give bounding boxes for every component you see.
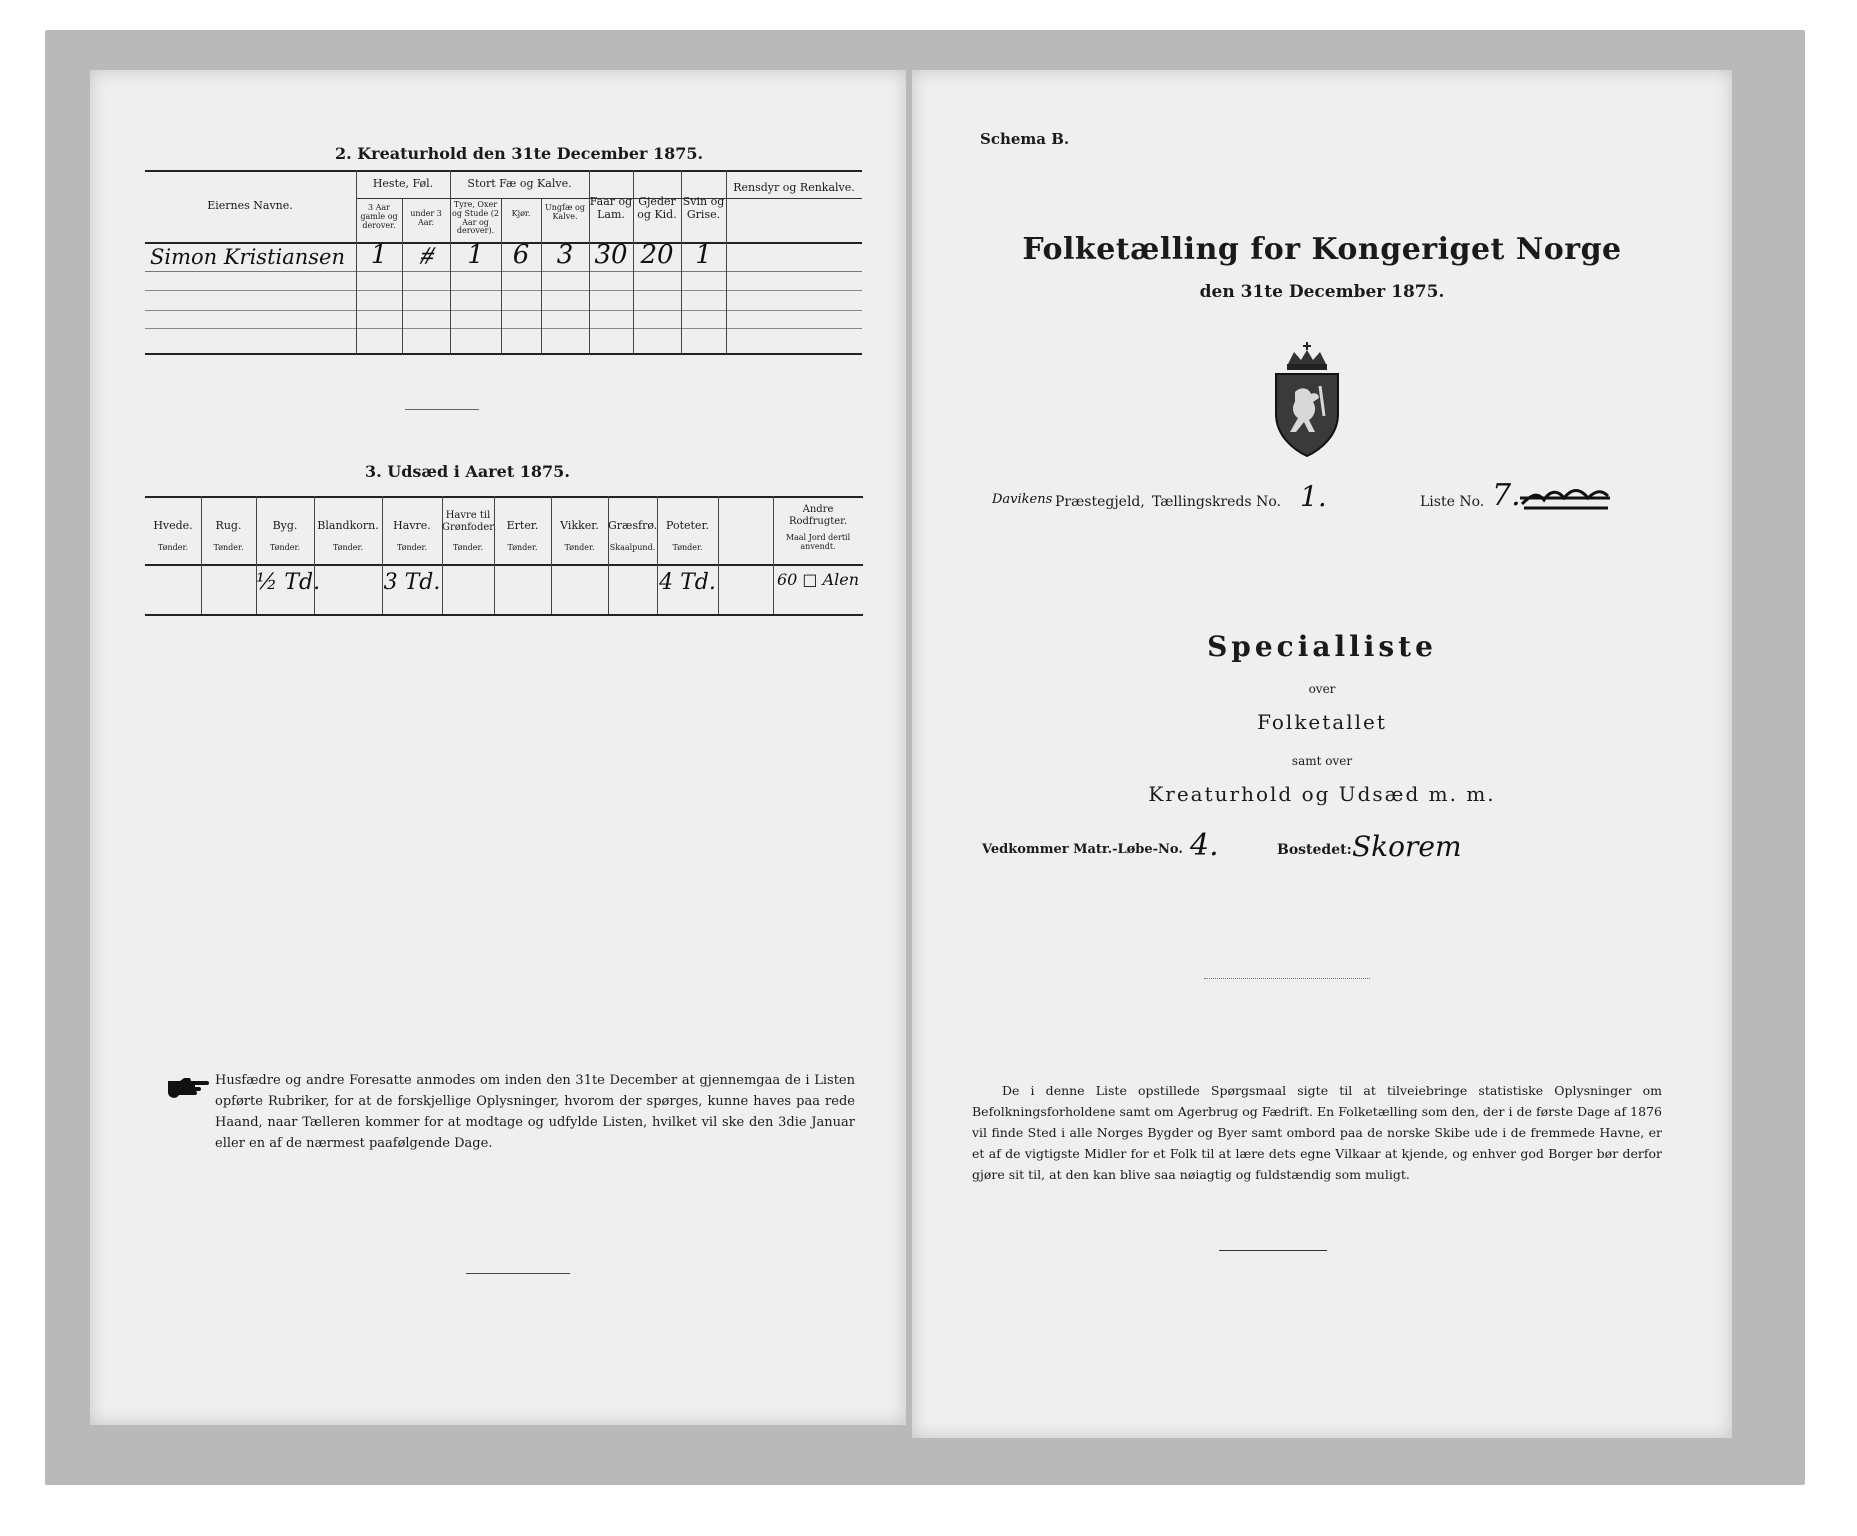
divider [1204,978,1370,979]
col-stort-fae: Stort Fæ og Kalve. [467,177,572,190]
col-heste-under3: under 3 Aar. [410,209,442,227]
col-rug: Rug. [215,519,242,532]
samt-over-text: samt over [1291,754,1353,768]
col-kjor: Kjør. [511,209,531,218]
divider [405,409,479,410]
liste-label: Liste No. [1420,494,1485,510]
right-page [912,70,1732,1438]
col-rensdyr: Rensdyr og Renkalve. [733,181,855,194]
notice-text: De i denne Liste opstillede Spørgsmaal sigte til at tilveiebringe statistiske Oplysninger om Befolkningsforholdene samt om Agerbrug og Fædrift. En Folketælling som den, der i de første Dage af 1876 vil finde Sted i alle Norges Bygder og Byer samt ombord paa de norske Skibe ude i de fremmede Havne, er et af de vigtigste Midler for et Folk til at lære dets egne Vilkaar at kjende, og enhver god Borger bør derfor gjøre sit til, at den kan blive saa nøiagtig og fuldstændig som muligt. [972,1083,1662,1182]
col-andre-rodfrugter: Andre Rodfrugter. [788,504,848,527]
col-byg: Byg. [272,519,298,532]
col-hvede: Hvede. [153,519,193,532]
col-svin: Svin og Grise. [682,195,725,221]
section3-title: 3. Udsæd i Aaret 1875. [365,462,570,481]
coat-of-arms-icon [1268,340,1346,460]
schema-label: Schema B. [980,130,1070,148]
special-list-title: Specialliste [1207,630,1437,663]
col-havre: Havre. [393,519,431,532]
col-gjeder: Gjeder og Kid. [637,195,677,221]
pointing-hand-icon [166,1076,210,1098]
liste-value: 7. [1492,478,1521,513]
over-text: over [1308,682,1336,696]
col-eiernes-navne: Eiernes Navne. [207,199,293,212]
col-heste: Heste, Føl. [372,177,434,190]
crossed-out-number-icon [1518,484,1614,516]
bosted-label: Bostedet: [1277,842,1352,858]
col-vikker: Vikker. [560,519,599,532]
col-tyre: Tyre, Oxer og Stude (2 Aar og derover). [452,200,499,236]
kreaturhold-text: Kreaturhold og Udsæd m. m. [1148,782,1496,806]
col-erter: Erter. [506,519,539,532]
page-subtitle: den 31te December 1875. [1199,282,1445,302]
col-ungfae: Ungfæ og Kalve. [545,203,585,221]
col-havre-gronfoder: Havre til Grønfoder. [442,510,497,533]
kreds-label: Tællingskreds No. [1152,494,1281,510]
page-title: Folketælling for Kongeriget Norge [1022,232,1622,267]
divider [1219,1250,1327,1251]
col-poteter: Poteter. [666,519,709,532]
owner-name: Simon Kristiansen [150,245,346,269]
kreds-value: 1. [1300,480,1327,513]
instruction-note: Husfædre og andre Foresatte anmodes om inden den 31te December at gjennemgaa de i Listen opførte Rubriker, for at de forskjellige Oplysninger, hvorom der spørges, kunne haves paa rede Haand, naar Tælleren kommer for at modtage og udfylde Listen, hvilket vil ske den 3die Januar eller en af de nærmest paafølgende Dage. [215,1073,855,1151]
left-page: 2. Kreaturhold den 31te December 1875. Eiernes Navne. Heste, Føl. 3 Aar gamle og derover. under 3 Aar. Stort Fæ og Kalve. Tyre, Oxer og Stude (2 Aar og derover). Kjør. Ungfæ og Kalve. Faar og Lam. Gjeder og Kid. Svin og Grise. Rensdyr og Renkalve. Simon Kristiansen 1 ⧣ 1 6 3 30 20 1 3. Udsæd i Aaret 1875. Hvede. Tønder. Rug. Tønder. Byg. Tønder. Blandkorn. Tønder. Havre. Tønder. Havre til Grønfoder. Tønder. Erter. Tønder. Vikker. Tønder. Græsfrø. Skaalpund. Poteter. Tønder. Andre Rodfrugter. Maal Jord dertil anvendt. ½ Td. 3 Td. 4 Td. 60 □ Alen Husfædre og andre Foresatte anmodes om inden den 31te December at gjennemgaa de i Listen opførte Rubriker, for at de forskjellige Oplysninger, hvorom der spørges, kunne haves paa rede Haand, naar Tælleren kommer for at modtage og udfylde Listen, hvilket vil ske den 3die Januar eller en af de nærmest paafølgende Dage. [90,70,906,1425]
matr-value: 4. [1190,828,1219,863]
prestegjeld-value: Davikens [992,492,1053,507]
col-faar: Faar og Lam. [589,195,633,221]
col-heste-3aar: 3 Aar gamle og derover. [360,203,398,230]
prestegjeld-label: Præstegjeld, [1055,494,1145,510]
folketallet-text: Folketallet [1257,710,1387,734]
matr-label: Vedkommer Matr.-Løbe-No. [982,842,1183,857]
col-graesfro: Græsfrø. [608,519,658,532]
bleed-through-text [1512,128,1515,138]
col-blandkorn: Blandkorn. [317,519,379,532]
bosted-value: Skorem [1352,830,1462,863]
section2-title: 2. Kreaturhold den 31te December 1875. [335,144,704,163]
divider [466,1273,570,1274]
